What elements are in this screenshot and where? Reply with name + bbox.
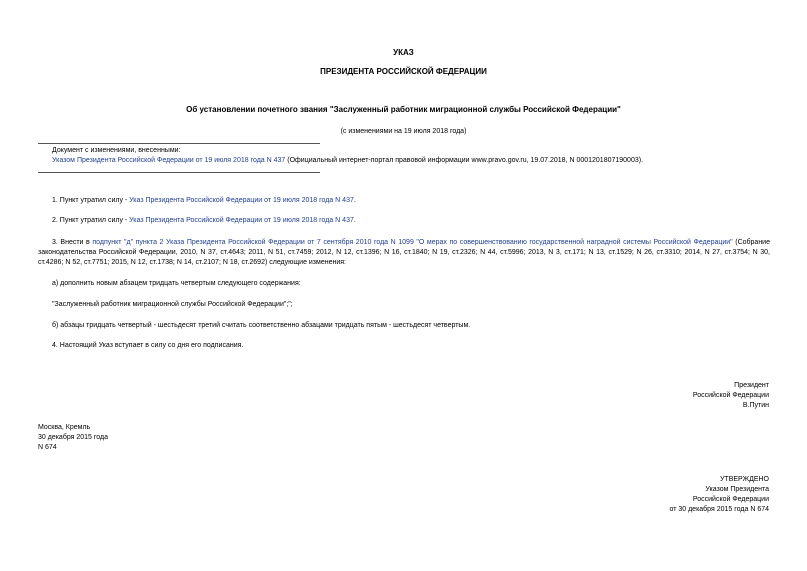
approved-date: от 30 декабря 2015 года N 674 [669, 506, 769, 513]
paragraph-3 [38, 238, 770, 268]
paragraph-2-link[interactable]: Указ Президента Российской Федерации от 19 июля 2018 года N 437 [129, 217, 354, 224]
approved-label: УТВЕРЖДЕНО [719, 476, 769, 483]
date: 30 декабря 2015 года [38, 434, 109, 441]
paragraph-4: 4. Настоящий Указ вступает в силу со дня его подписания. [52, 342, 244, 349]
paragraph-2-text: 2. Пункт утратил силу - [52, 217, 130, 224]
amendment-source: (Официальный интернет-портал правовой информации www.pravo.gov.ru, 19.07.2018, N 0001201807190003). [285, 157, 644, 164]
amendments-line [52, 156, 772, 166]
paragraph-1-text: 1. Пункт утратил силу - [52, 197, 130, 204]
decree-issuer: ПРЕЗИДЕНТА РОССИЙСКОЙ ФЕДЕРАЦИИ [320, 67, 487, 76]
paragraph-1 [38, 196, 770, 206]
signature-block [693, 381, 769, 411]
amendments-block [52, 146, 772, 166]
amendment-link[interactable]: Указом Президента Российской Федерации от 19 июля 2018 года N 437 [52, 157, 286, 164]
place-date-block [38, 423, 108, 453]
amendments-bottom-rule [38, 172, 320, 173]
approved-by: Указом Президента [705, 486, 769, 493]
revision-note: (с изменениями на 19 июля 2018 года) [340, 128, 467, 135]
paragraph-3-link[interactable]: подпункт "д" пункта 2 Указа Президента Российской Федерации от 7 сентября 2010 года N 1099 "О мерах по совершенствованию государственной наградной системы Российской Федерации" [92, 239, 733, 246]
decree-title: Об установлении почетного звания "Заслуженный работник миграционной службы Российской Федерации" [186, 105, 621, 114]
paragraph-3-rest: (Собрание законодательства Российской Федерации, 2010, N 37, ст.4643; 2011, N 51, ст.7459; 2012, N 12, ст.1396; N 16, ст.1840; N 19, ст.2326; N 44, ст.5996; 2013, N 3, ст.171; N 13, ст.1529; N 26, ст.3310; 2014, N 27, ст.3754; N 30, ст.4286; N 52, ст.7751; 2015, N 12, ст.1738; N 14, ст.2107; N 18, ст.2692) следующие изменения: [38, 239, 770, 266]
signature-name: В.Путин [742, 402, 769, 409]
signature-position: Президент [734, 382, 769, 389]
paragraph-1-end: . [353, 197, 356, 204]
paragraph-1-link[interactable]: Указ Президента Российской Федерации от 19 июля 2018 года N 437 [129, 197, 354, 204]
amendments-top-rule [38, 143, 320, 144]
subparagraph-a: а) дополнить новым абзацем тридцать четвертым следующего содержания: [52, 280, 301, 287]
subparagraph-b: б) абзацы тридцать четвертый - шестьдесят третий считать соответственно абзацами тридцать пятым - шестьдесят четвертым. [52, 322, 471, 329]
amendments-label: Документ с изменениями, внесенными: [52, 147, 181, 154]
decree-heading: УКАЗ [393, 48, 414, 57]
paragraph-2-end: . [353, 217, 356, 224]
approved-country: Российской Федерации [692, 496, 769, 503]
paragraph-3-start: 3. Внести в [52, 239, 93, 246]
signature-country: Российской Федерации [692, 392, 769, 399]
approved-block [669, 475, 769, 515]
paragraph-2 [38, 216, 770, 226]
place: Москва, Кремль [38, 424, 91, 431]
decree-number: N 674 [38, 444, 57, 451]
quoted-title: "Заслуженный работник миграционной службы Российской Федерации";"; [52, 301, 293, 308]
